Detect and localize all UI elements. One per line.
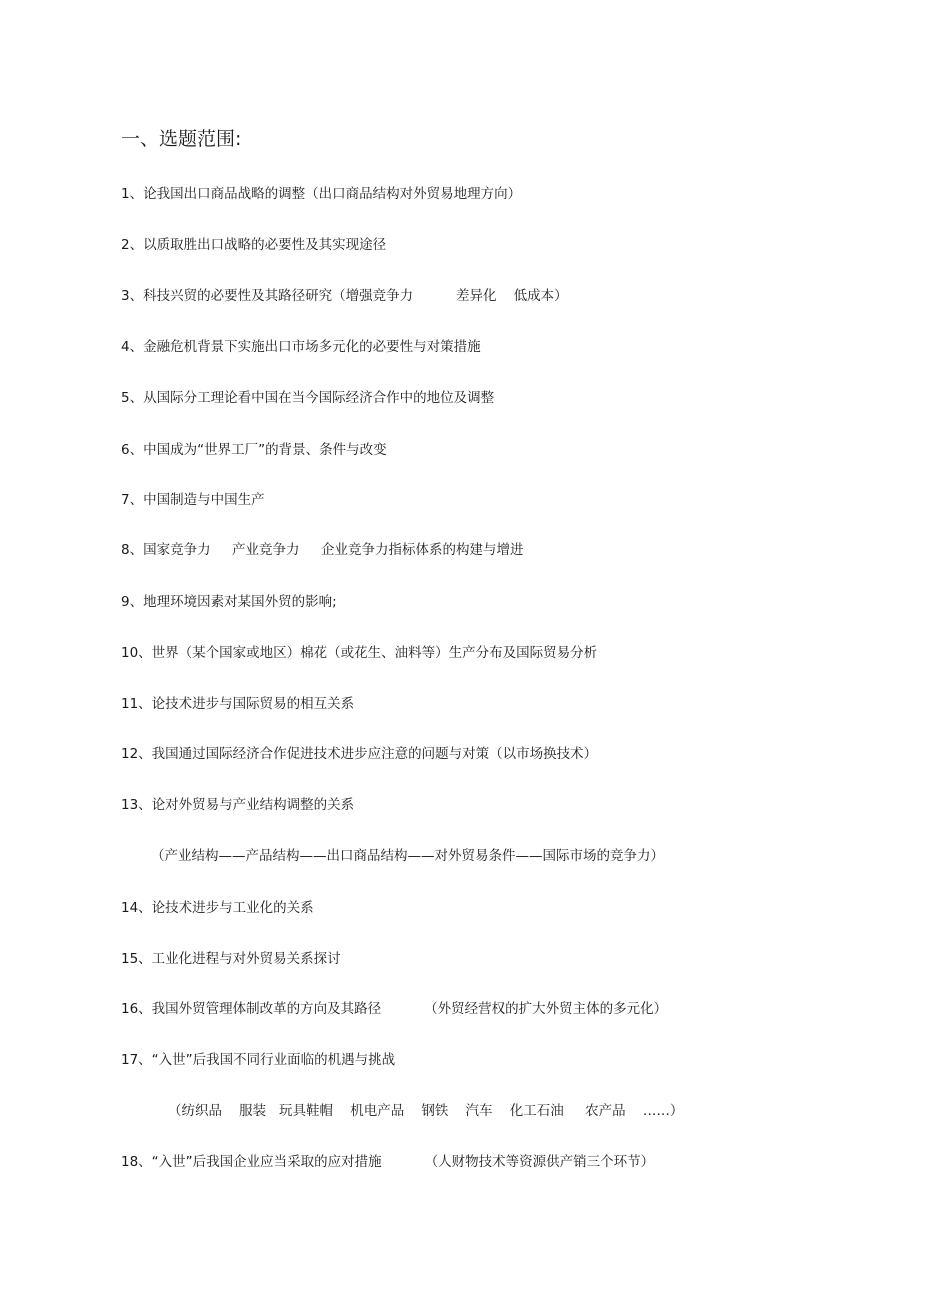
- topic-item: 18、“入世”后我国企业应当采取的应对措施 （人财物技术等资源供产销三个环节）: [121, 1154, 655, 1170]
- topic-item: 3、科技兴贸的必要性及其路径研究（增强竞争力 差异化 低成本）: [121, 288, 568, 304]
- topic-item: 14、论技术进步与工业化的关系: [121, 900, 314, 916]
- topic-item: 16、我国外贸管理体制改革的方向及其路径 （外贸经营权的扩大外贸主体的多元化）: [121, 1001, 668, 1017]
- topic-item: 6、中国成为“世界工厂”的背景、条件与改变: [121, 442, 387, 458]
- topic-item: 12、我国通过国际经济合作促进技术进步应注意的问题与对策（以市场换技术）: [121, 746, 598, 762]
- topic-item: 1、论我国出口商品战略的调整（出口商品结构对外贸易地理方向）: [121, 186, 522, 202]
- topic-item: 10、世界（某个国家或地区）棉花（或花生、油料等）生产分布及国际贸易分析: [121, 645, 598, 661]
- topic-item: 9、地理环境因素对某国外贸的影响;: [121, 594, 337, 610]
- topic-item: 4、金融危机背景下实施出口市场多元化的必要性与对策措施: [121, 339, 481, 355]
- topic-item: 8、国家竞争力 产业竞争力 企业竞争力指标体系的构建与增进: [121, 542, 524, 558]
- section-heading: 一、选题范围:: [121, 128, 242, 150]
- topic-item: 2、以质取胜出口战略的必要性及其实现途径: [121, 237, 387, 253]
- topic-note: （纺织品 服装 玩具鞋帽 机电产品 钢铁 汽车 化工石油 农产品 ……）: [168, 1103, 684, 1119]
- topic-item: 13、论对外贸易与产业结构调整的关系: [121, 797, 355, 813]
- topic-item: 5、从国际分工理论看中国在当今国际经济合作中的地位及调整: [121, 390, 495, 406]
- topic-note: （产业结构——产品结构——出口商品结构——对外贸易条件——国际市场的竞争力）: [151, 848, 664, 864]
- topic-item: 15、工业化进程与对外贸易关系探讨: [121, 951, 341, 967]
- topic-item: 11、论技术进步与国际贸易的相互关系: [121, 696, 355, 712]
- topic-item: 7、中国制造与中国生产: [121, 492, 265, 508]
- topic-item: 17、“入世”后我国不同行业面临的机遇与挑战: [121, 1052, 396, 1068]
